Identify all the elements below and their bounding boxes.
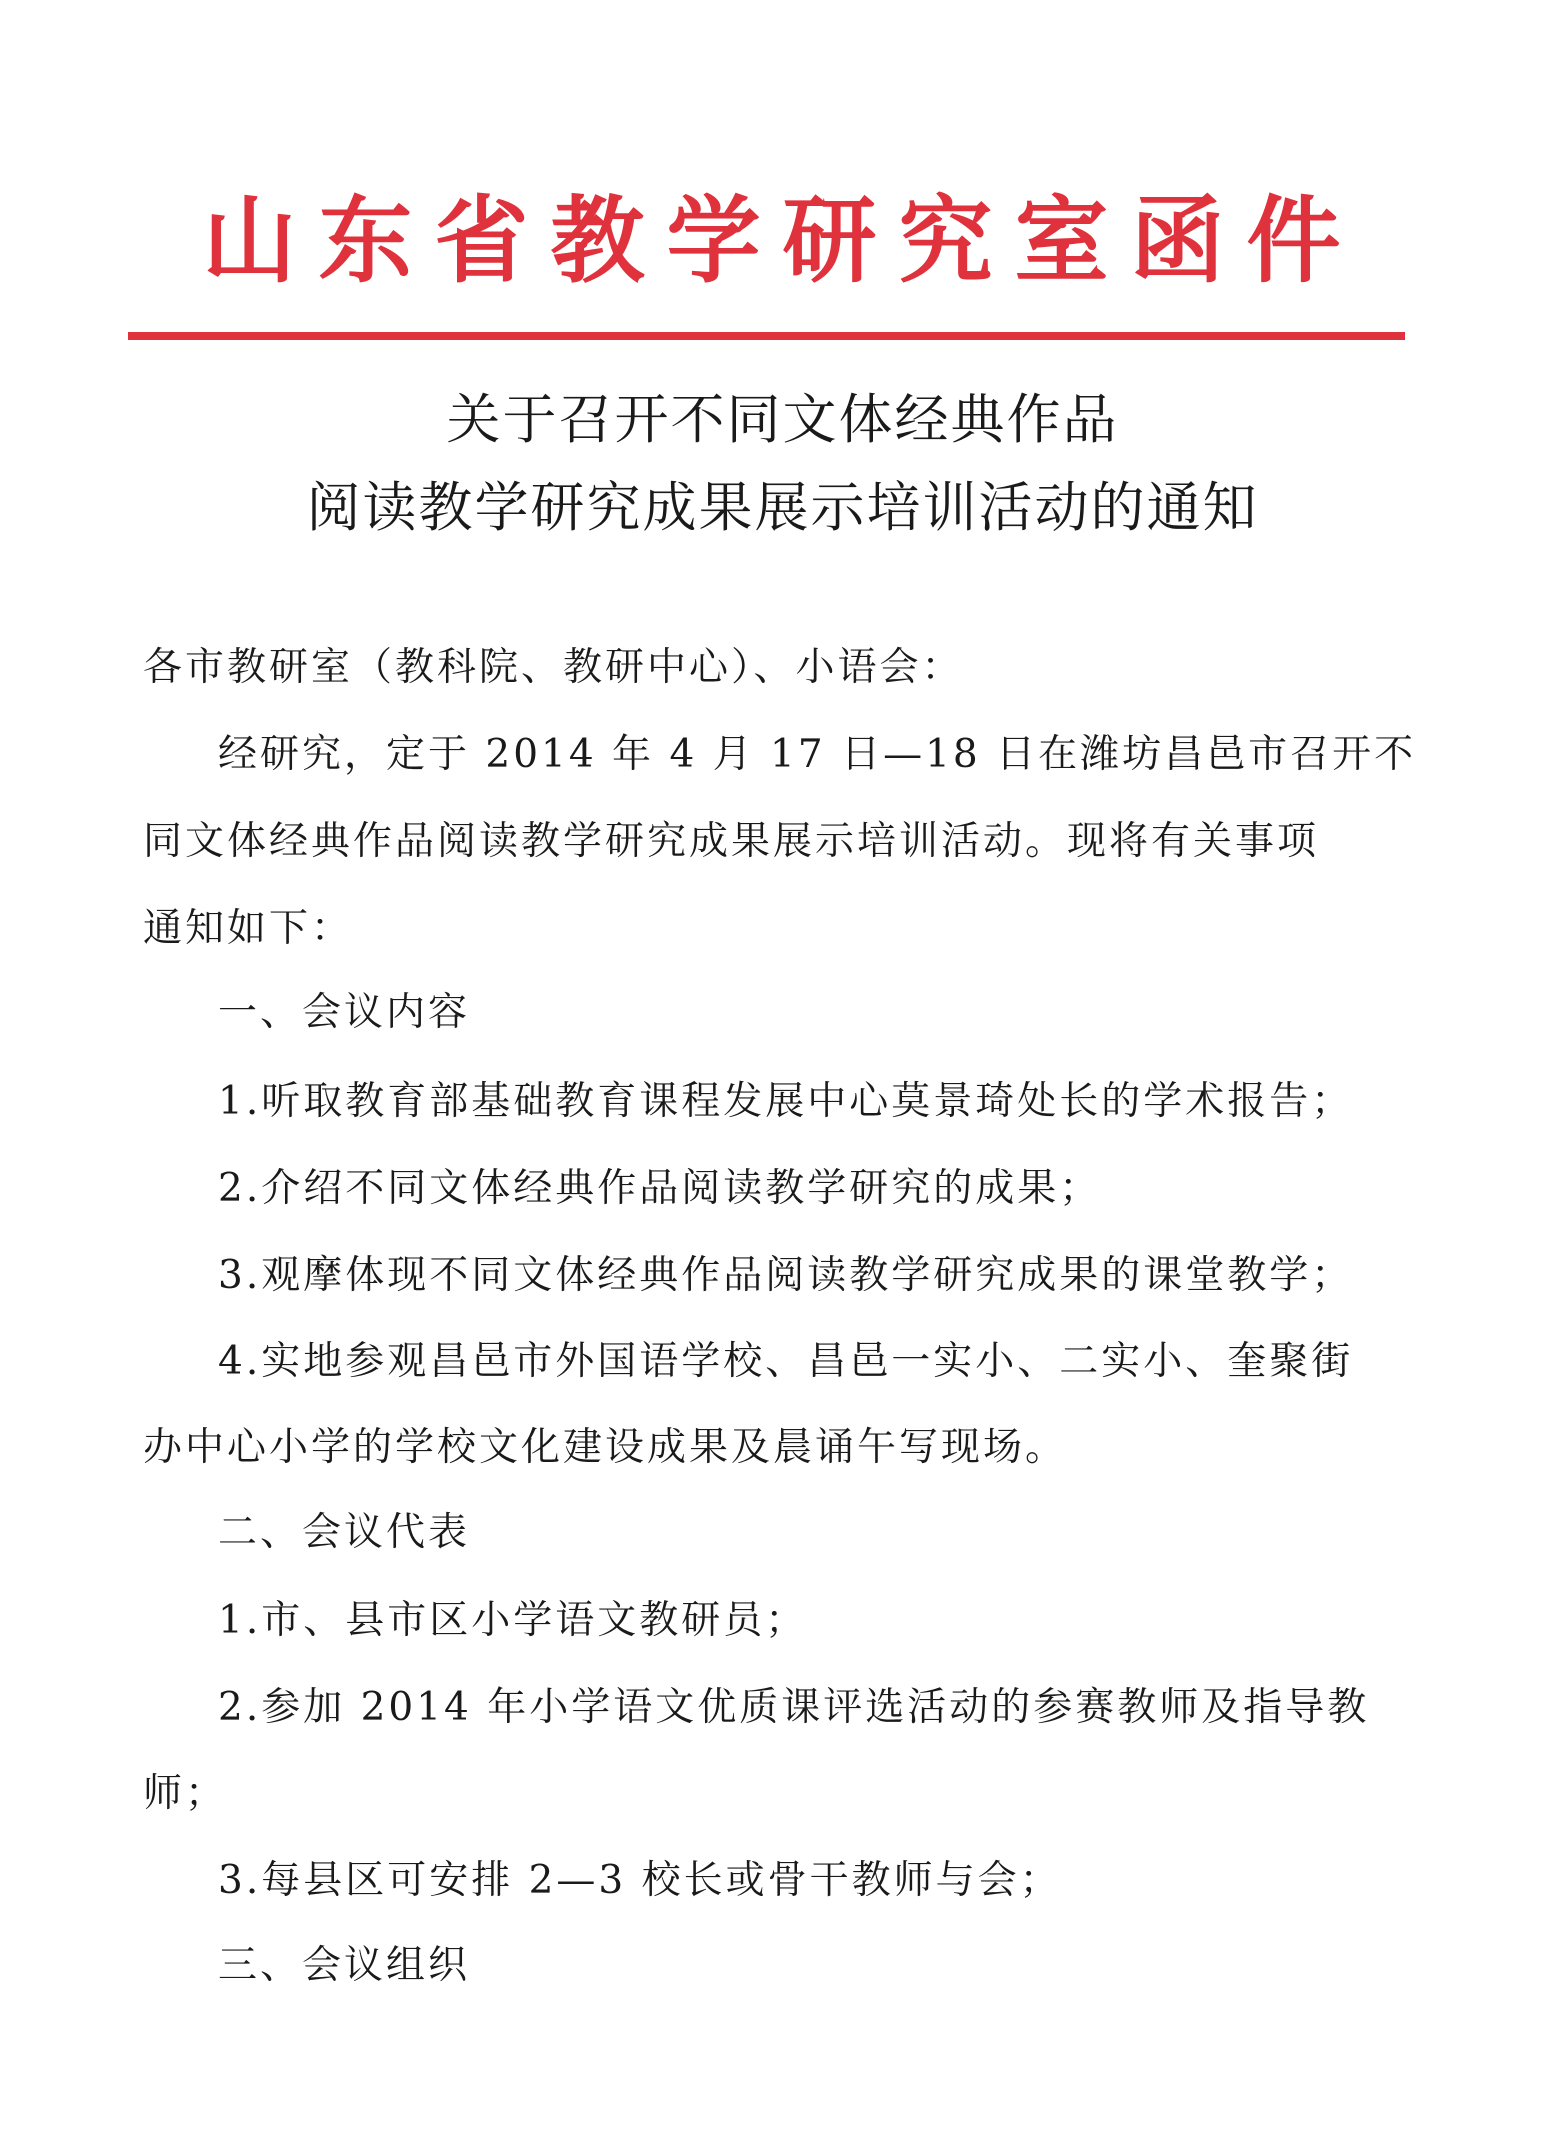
section-1-item-2: 2.介绍不同文体经典作品阅读教学研究的成果； xyxy=(218,1166,1102,1211)
intro-line-2: 同文体经典作品阅读教学研究成果展示培训活动。现将有关事项 xyxy=(143,819,1320,864)
salutation: 各市教研室（教科院、教研中心）、小语会： xyxy=(143,645,964,690)
section-1-heading: 一、会议内容 xyxy=(218,990,471,1035)
section-1-item-3: 3.观摩体现不同文体经典作品阅读教学研究成果的课堂教学； xyxy=(218,1253,1354,1298)
section-2-heading: 二、会议代表 xyxy=(218,1510,471,1555)
letterhead-title: 山东省教学研究室函件 xyxy=(202,187,1363,296)
document-title-line-1: 关于召开不同文体经典作品 xyxy=(446,388,1119,451)
section-1-item-4-continued: 办中心小学的学校文化建设成果及晨诵午写现场。 xyxy=(143,1425,1068,1470)
section-2-item-2-continued: 师； xyxy=(143,1771,228,1816)
section-1-item-4: 4.实地参观昌邑市外国语学校、昌邑一实小、二实小、奎聚街 xyxy=(218,1339,1354,1384)
section-2-item-2: 2.参加 2014 年小学语文优质课评选活动的参赛教师及指导教 xyxy=(218,1685,1370,1730)
section-3-heading: 三、会议组织 xyxy=(218,1943,471,1988)
intro-line-1: 经研究，定于 2014 年 4 月 17 日—18 日在潍坊昌邑市召开不 xyxy=(218,732,1417,777)
section-2-item-1: 1.市、县市区小学语文教研员； xyxy=(218,1598,808,1643)
document-title-line-2: 阅读教学研究成果展示培训活动的通知 xyxy=(306,476,1259,539)
letterhead-red-rule xyxy=(128,332,1405,340)
section-2-item-3: 3.每县区可安排 2—3 校长或骨干教师与会； xyxy=(218,1858,1062,1903)
section-1-item-1: 1.听取教育部基础教育课程发展中心莫景琦处长的学术报告； xyxy=(218,1079,1354,1124)
intro-line-3: 通知如下： xyxy=(143,906,354,951)
